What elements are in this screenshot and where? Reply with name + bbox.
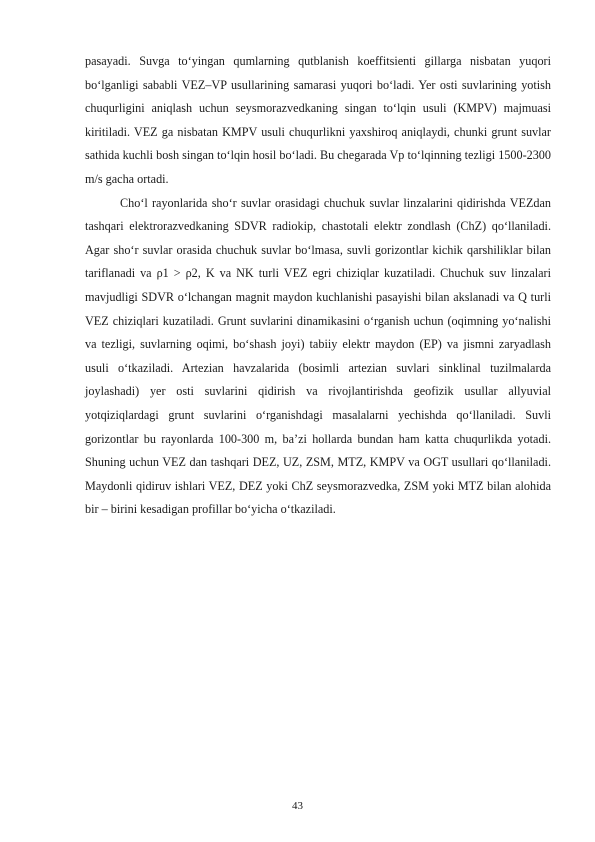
paragraph-continuation: pasayadi. Suvga to‘yingan qumlarning qutblanish koeffitsienti gillarga nisbatan yuqori bo‘lganligi sababli VEZ–VP usullarining samarasi yuqori bo‘ladi. Yer osti suvlarining yotish chuqurligini aniqlash uchun seysmorazvedkaning singan to‘lqin usuli (KMPV) majmuasi kiritiladi. VEZ ga nisbatan KMPV usuli chuqurlikni yaxshiroq aniqlaydi, chunki grunt suvlar sathida kuchli bosh singan to‘lqin hosil bo‘ladi. Bu chegarada Vp to‘lqinning tezligi 1500-2300 m/s gacha ortadi. [85, 54, 551, 186]
page-body [85, 50, 551, 522]
page-number: 43 [292, 800, 303, 812]
paragraph-desert-lenses: Cho‘l rayonlarida sho‘r suvlar orasidagi chuchuk suvlar linzalarini qidirishda VEZdan tashqari elektrorazvedkaning SDVR radiokip, chastotali elektr zondlash (ChZ) qo‘llaniladi. Agar sho‘r suvlar orasida chuchuk suvlar bo‘lmasa, suvli gorizontlar kichik qarshiliklar bilan tariflanadi va ρ1 > ρ2, K va NK turli VEZ egri chiziqlar kuzatiladi. Chuchuk suv linzalari mavjudligi SDVR o‘lchangan magnit maydon kuchlanishi pasayishi bilan akslanadi va Q turli VEZ chiziqlari kuzatiladi. Grunt suvlarini dinamikasini o‘rganish uchun (oqimning yo‘nalishi va tezligi, suvlarning oqimi, bo‘shash joyi) tabiiy elektr maydon (EP) va jismni zaryadlash usuli o‘tkaziladi. Artezian havzalarida (bosimli artezian suvlari sinklinal tuzilmalarda joylashadi) yer osti suvlarini qidirish va rivojlantirishda geofizik usullar allyuvial yotqiziqlardagi grunt suvlarini o‘rganishdagi masalalarni yechishda qo‘llaniladi. Suvli gorizontlar bu rayonlarda 100-300 m, ba’zi hollarda bundan ham katta chuqurlikda yotadi. Shuning uchun VEZ dan tashqari DEZ, UZ, ZSM, MTZ, KMPV va OGT usullari qo‘llaniladi. Maydonli qidiruv ishlari VEZ, DEZ yoki ChZ seysmorazvedka, ZSM yoki MTZ bilan alohida bir – birini kesadigan profillar bo‘yicha o‘tkaziladi. [85, 195, 551, 517]
